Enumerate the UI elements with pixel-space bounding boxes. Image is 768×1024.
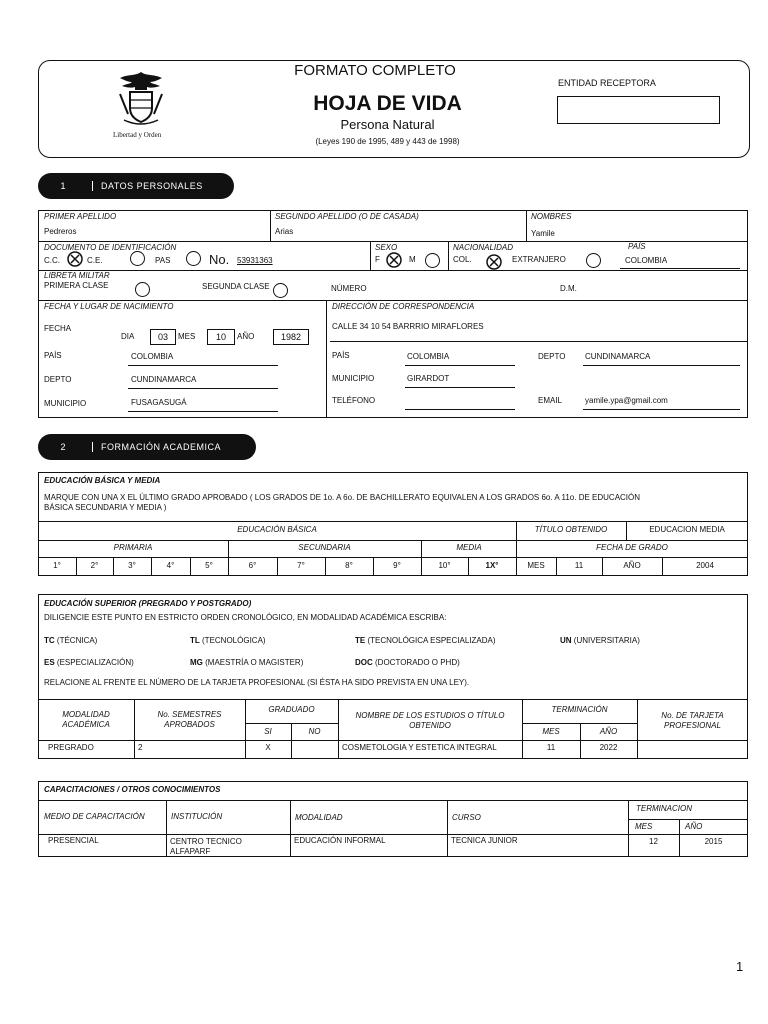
row-nombre[interactable]: COSMETOLOGIA Y ESTETICA INTEGRAL	[342, 743, 497, 752]
dir-pais-value[interactable]: COLOMBIA	[407, 352, 450, 361]
col-graduado: GRADUADO	[268, 705, 315, 714]
basica-title: EDUCACIÓN BÁSICA Y MEDIA	[44, 476, 161, 485]
extranjero-checkbox[interactable]	[586, 253, 601, 268]
nombres-label: NOMBRES	[531, 212, 572, 221]
cap-col-ano: AÑO	[685, 822, 703, 831]
segundo-apellido-value[interactable]: Arias	[275, 227, 294, 236]
nacionalidad-label: NACIONALIDAD	[453, 243, 514, 252]
col-semestres: No. SEMESTRES APROBADOS	[157, 710, 222, 729]
grado-ano-value[interactable]: 2004	[696, 561, 714, 570]
grade-7[interactable]: 7°	[297, 561, 305, 570]
page-number: 1	[736, 959, 744, 974]
ano-label: AÑO	[237, 332, 255, 341]
pas-label: PAS	[155, 256, 171, 265]
modality-te: TE (TECNOLÓGICA ESPECIALIZADA)	[355, 636, 496, 645]
email-label: EMAIL	[538, 396, 563, 405]
modality-tl: TL (TECNOLÓGICA)	[190, 636, 266, 645]
col-modalidad: MODALIDAD ACADÉMICA	[62, 710, 110, 729]
cap-col-modalidad: MODALIDAD	[295, 813, 343, 822]
grado-ano-label: AÑO	[623, 561, 641, 570]
nacimiento-label: FECHA Y LUGAR DE NACIMIENTO	[44, 302, 174, 311]
modality-tc: TC (TÉCNICA)	[44, 636, 98, 645]
basica-instructions-2: BÁSICA SECUNDARIA Y MEDIA )	[44, 503, 167, 512]
segunda-clase-label: SEGUNDA CLASE	[202, 282, 270, 291]
section-1-title: DATOS PERSONALES	[92, 181, 234, 191]
secundaria-header: SECUNDARIA	[298, 543, 351, 552]
dia-label: DIA	[121, 332, 135, 341]
libreta-label: LIBRETA MILITAR	[44, 271, 110, 280]
m-label: M	[409, 255, 416, 264]
col-ano: AÑO	[599, 727, 618, 736]
dir-depto-label: DEPTO	[538, 352, 566, 361]
fecha-label: FECHA	[44, 324, 72, 333]
municipio-value[interactable]: FUSAGASUGÁ	[131, 398, 187, 407]
grade-6[interactable]: 6°	[248, 561, 257, 570]
cap-row-medio[interactable]: PRESENCIAL	[48, 836, 99, 845]
pais-label: PAÍS	[44, 351, 62, 360]
laws-reference: (Leyes 190 de 1995, 489 y 443 de 1998)	[315, 137, 460, 146]
depto-value[interactable]: CUNDINAMARCA	[131, 375, 197, 384]
modality-doc: DOC (DOCTORADO O PHD)	[355, 658, 460, 667]
section-1-number: 1	[60, 181, 66, 191]
entity-field[interactable]	[557, 96, 720, 124]
col-tarjeta: No. DE TARJETA PROFESIONAL	[661, 711, 724, 730]
f-label: F	[375, 255, 380, 264]
section-2-title: FORMACIÓN ACADEMICA	[92, 442, 256, 452]
doc-number-value[interactable]: 53931363	[237, 256, 273, 265]
edu-basica-header: EDUCACIÓN BÁSICA	[237, 525, 317, 534]
row-mes[interactable]: 11	[546, 743, 556, 752]
telefono-label: TELÉFONO	[332, 396, 376, 405]
page-subtitle: Persona Natural	[340, 117, 435, 132]
cc-label: C.C.	[44, 256, 60, 265]
direccion-label: DIRECCIÓN DE CORRESPONDENCIA	[332, 302, 475, 311]
educacion-media-header: EDUCACION MEDIA	[649, 525, 725, 534]
email-value[interactable]: yamile.ypa@gmail.com	[585, 396, 668, 405]
col-terminacion: TERMINACIÓN	[551, 705, 608, 714]
cap-col-institucion: INSTITUCIÓN	[171, 812, 223, 821]
dia-value[interactable]: 03	[150, 329, 176, 345]
col-nombre: NOMBRE DE LOS ESTUDIOS O TÍTULO OBTENIDO	[355, 711, 505, 730]
pais-value[interactable]: COLOMBIA	[131, 352, 174, 361]
entity-label: ENTIDAD RECEPTORA	[558, 78, 656, 88]
row-semestres[interactable]: 2	[138, 743, 143, 752]
doc-no-label: No.	[209, 252, 230, 267]
grado-mes-value[interactable]: 11	[574, 561, 584, 570]
cap-row-ano[interactable]: 2015	[704, 837, 723, 846]
depto-label: DEPTO	[44, 375, 72, 384]
sex-f-checkbox-checked[interactable]	[386, 252, 402, 268]
relacione-note: RELACIONE AL FRENTE EL NÚMERO DE LA TARJETA PROFESIONAL (SI ÉSTA HA SIDO PREVISTA EN UNA LEY).	[44, 678, 470, 687]
numero-label: NÚMERO	[331, 284, 367, 293]
sex-m-checkbox[interactable]	[425, 253, 440, 268]
col-no: NO	[308, 727, 321, 736]
page-title: HOJA DE VIDA	[313, 92, 462, 115]
row-modalidad[interactable]: PREGRADO	[48, 743, 94, 752]
coat-of-arms-logo	[110, 70, 172, 130]
ce-checkbox[interactable]	[130, 251, 145, 266]
modality-un: UN (UNIVERSITARIA)	[560, 636, 640, 645]
capacitaciones-title: CAPACITACIONES / OTROS CONOCIMIENTOS	[44, 785, 221, 794]
cc-checkbox-checked[interactable]	[67, 251, 83, 267]
cap-row-institucion[interactable]: CENTRO TECNICO ALFAPARF	[170, 837, 242, 856]
modality-es: ES (ESPECIALIZACIÓN)	[44, 658, 134, 667]
municipio-label: MUNICIPIO	[44, 399, 87, 408]
pais-top-value[interactable]: COLOMBIA	[625, 256, 668, 265]
section-2-header	[38, 434, 256, 460]
grade-8[interactable]: 8°	[345, 561, 353, 570]
dir-depto-value[interactable]: CUNDINAMARCA	[585, 352, 651, 361]
col-checkbox-checked[interactable]	[486, 254, 502, 270]
cap-col-medio: MEDIO DE CAPACITACIÓN	[44, 812, 145, 821]
col-si: SI	[264, 727, 272, 736]
primer-apellido-label: PRIMER APELLIDO	[44, 212, 117, 221]
grade-1[interactable]: 1°	[53, 561, 61, 570]
primera-clase-label: PRIMERA CLASE	[44, 281, 109, 290]
grade-4[interactable]: 4°	[166, 561, 175, 570]
titulo-obtenido-header: TÍTULO OBTENIDO	[534, 525, 608, 534]
cap-col-curso: CURSO	[452, 813, 481, 822]
dir-municipio-value[interactable]: GIRARDOT	[407, 374, 450, 383]
mes-value[interactable]: 10	[207, 329, 235, 345]
grade-3[interactable]: 3°	[128, 561, 136, 570]
col-mes: MES	[542, 727, 560, 736]
logo-caption: Libertad y Orden	[113, 131, 162, 139]
doc-id-label: DOCUMENTO DE IDENTIFICACIÓN	[44, 243, 177, 252]
row-graduado-si[interactable]: X	[265, 743, 271, 752]
basica-instructions: MARQUE CON UNA X EL ÚLTIMO GRADO APROBADO ( LOS GRADOS DE 1o. A 6o. DE BACHILLERATO EQUIVALEN A LOS GRADOS 6o. A 11o. DE EDUCACIÓN	[44, 493, 641, 502]
col-label: COL.	[453, 255, 472, 264]
grade-5[interactable]: 5°	[205, 561, 213, 570]
section-2-number: 2	[60, 442, 66, 452]
grade-2[interactable]: 2°	[90, 561, 99, 570]
ce-label: C.E.	[87, 256, 103, 265]
modality-mg: MG (MAESTRÍA O MAGISTER)	[190, 658, 304, 667]
dir-pais-label: PAÍS	[332, 351, 350, 360]
segunda-clase-checkbox[interactable]	[273, 283, 288, 298]
mes-label: MES	[178, 332, 196, 341]
sexo-label: SEXO	[375, 243, 398, 252]
section-1-header	[38, 173, 234, 199]
fecha-grado-header: FECHA DE GRADO	[596, 543, 668, 552]
superior-title: EDUCACIÓN SUPERIOR (PREGRADO Y POSTGRADO)	[44, 599, 252, 608]
form-type-heading: FORMATO COMPLETO	[294, 62, 456, 79]
cap-col-mes: MES	[635, 822, 653, 831]
cap-row-mes[interactable]: 12	[649, 837, 658, 846]
ano-value[interactable]: 1982	[273, 329, 309, 345]
pas-checkbox[interactable]	[186, 251, 201, 266]
primera-clase-checkbox[interactable]	[135, 282, 150, 297]
cap-col-terminacion: TERMINACION	[636, 804, 692, 813]
extranjero-label: EXTRANJERO	[512, 255, 566, 264]
nombres-value[interactable]: Yamile	[531, 229, 555, 238]
grade-11-marked[interactable]: 1X°	[485, 561, 499, 570]
pais-top-label: PAÍS	[628, 242, 646, 251]
media-header: MEDIA	[456, 543, 482, 552]
direccion-value[interactable]: CALLE 34 10 54 BARRRIO MIRAFLORES	[332, 322, 484, 331]
grade-9[interactable]: 9°	[393, 561, 401, 570]
dm-label: D.M.	[560, 284, 577, 293]
superior-instructions: DILIGENCIE ESTE PUNTO EN ESTRICTO ORDEN CRONOLÓGICO, EN MODALIDAD ACADÉMICA ESCRIBA:	[44, 613, 447, 622]
primer-apellido-value[interactable]: Pedreros	[44, 227, 77, 236]
dir-municipio-label: MUNICIPIO	[332, 374, 375, 383]
segundo-apellido-label: SEGUNDO APELLIDO (O DE CASADA)	[275, 212, 419, 221]
grado-mes-label: MES	[527, 561, 545, 570]
grade-10[interactable]: 10°	[438, 561, 451, 570]
primaria-header: PRIMARIA	[113, 543, 153, 552]
row-ano[interactable]: 2022	[599, 743, 618, 752]
cap-row-curso[interactable]: TECNICA JUNIOR	[451, 836, 518, 845]
cap-row-modalidad[interactable]: EDUCACIÓN INFORMAL	[294, 836, 386, 845]
